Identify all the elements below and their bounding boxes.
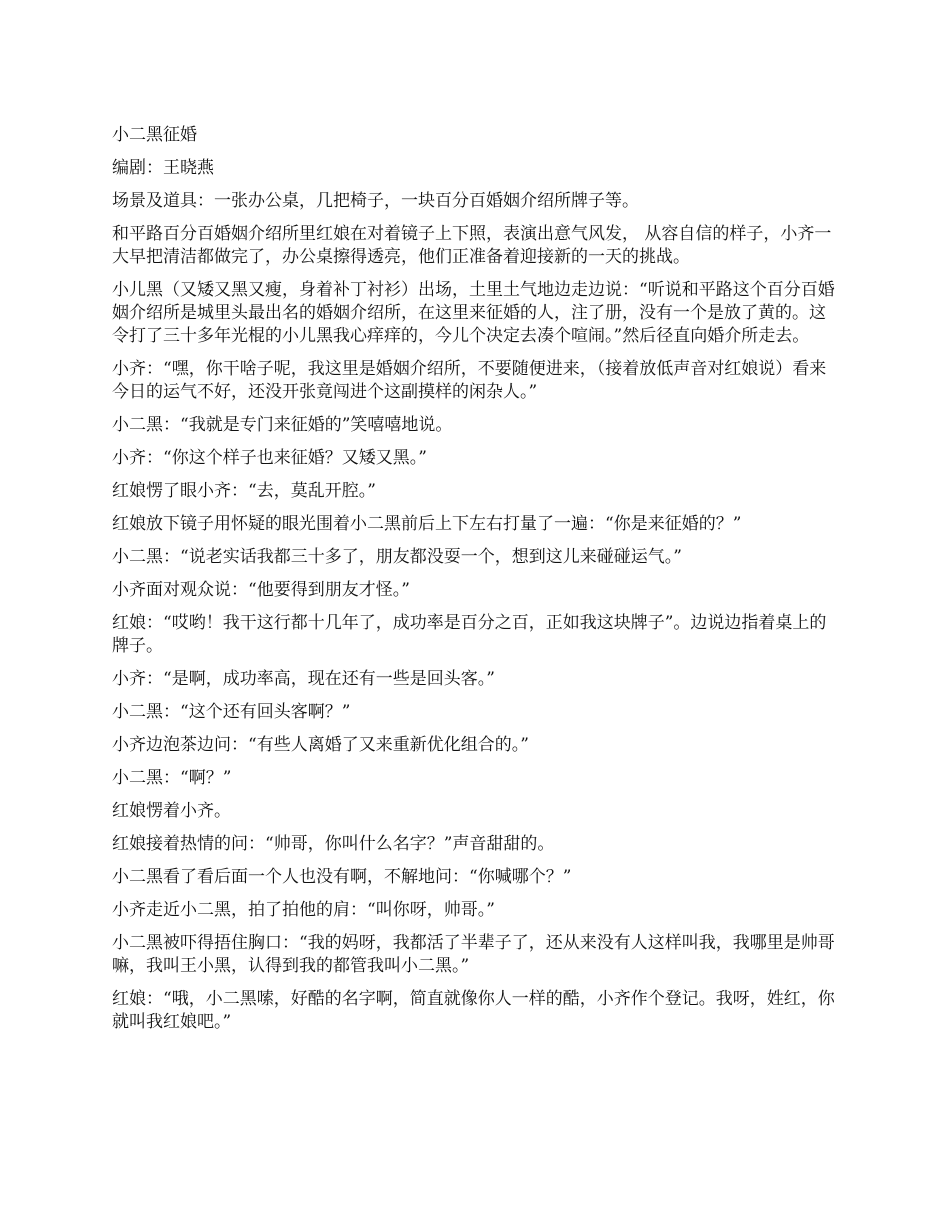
paragraph: 小齐：“是啊，成功率高，现在还有一些是回头客。”: [112, 669, 495, 689]
document-author: 编剧：王晓燕: [112, 158, 214, 178]
paragraph: 和平路百分百婚姻介绍所里红娘在对着镜子上下照，表演出意气风发， 从容自信的样子，小齐一大早把清洁都做完了，办公桌擦得透亮，他们正准备着迎接新的一天的挑战。: [112, 224, 832, 267]
paragraph: 小齐边泡茶边问：“有些人离婚了又来重新优化组合的。”: [112, 735, 529, 755]
paragraph: 小齐：“嘿，你干啥子呢，我这里是婚姻介绍所，不要随便进来，（接着放低声音对红娘说）看来今日的运气不好，还没开张竟闯进个这副摸样的闲杂人。”: [112, 359, 827, 402]
paragraph: 小二黑：“这个还有回头客啊？”: [112, 702, 351, 722]
paragraph: 红娘放下镜子用怀疑的眼光围着小二黑前后上下左右打量了一遍：“你是来征婚的？”: [112, 514, 742, 534]
paragraph: 小二黑看了看后面一个人也没有啊，不解地问：“你喊哪个？”: [112, 867, 572, 887]
paragraph: 小齐走近小二黑，拍了拍他的肩：“叫你呀，帅哥。”: [112, 900, 495, 920]
paragraph: 红娘：“哎哟！我干这行都十几年了，成功率是百分之百，正如我这块牌子”。边说边指着桌上的牌子。: [112, 613, 827, 656]
paragraph: 小齐面对观众说：“他要得到朋友才怪。”: [112, 580, 410, 600]
paragraph: 小儿黑（又矮又黑又瘦，身着补丁衬衫）出场，土里土气地边走边说：“听说和平路这个百分百婚姻介绍所是城里头最出名的婚姻介绍所，在这里来征婚的人，注了册，没有一个是放了黄的。这令打了三十多年光棍的小儿黑我心痒痒的，今儿个决定去凑个喧闹。”然后径直向婚介所走去。: [112, 280, 835, 346]
paragraph: 红娘愣了眼小齐：“去，莫乱开腔。”: [112, 481, 376, 501]
paragraph: 小二黑：“我就是专门来征婚的”笑嘻嘻地说。: [112, 415, 453, 435]
document-title: 小二黑征婚: [112, 125, 197, 145]
paragraph: 红娘：“哦，小二黑嗦，好酷的名字啊，简直就像你人一样的酷，小齐作个登记。我呀，姓红，你就叫我红娘吧。”: [112, 989, 835, 1032]
paragraph: 场景及道具：一张办公桌，几把椅子，一块百分百婚姻介绍所牌子等。: [112, 191, 639, 211]
paragraph: 小二黑被吓得捂住胸口：“我的妈呀，我都活了半辈子了，还从来没有人这样叫我，我哪里是帅哥嘛，我叫王小黑，认得到我的都管我叫小二黑。”: [112, 933, 835, 976]
paragraph: 小二黑：“说老实话我都三十多了，朋友都没耍一个，想到这儿来碰碰运气。”: [112, 547, 682, 567]
paragraph: 小二黑：“啊？”: [112, 768, 232, 788]
paragraph: 小齐：“你这个样子也来征婚？又矮又黑。”: [112, 448, 427, 468]
paragraph: 红娘愣着小齐。: [112, 801, 231, 821]
document-page: [112, 124, 842, 1044]
paragraph: 红娘接着热情的问：“帅哥，你叫什么名字？”声音甜甜的。: [112, 834, 555, 854]
